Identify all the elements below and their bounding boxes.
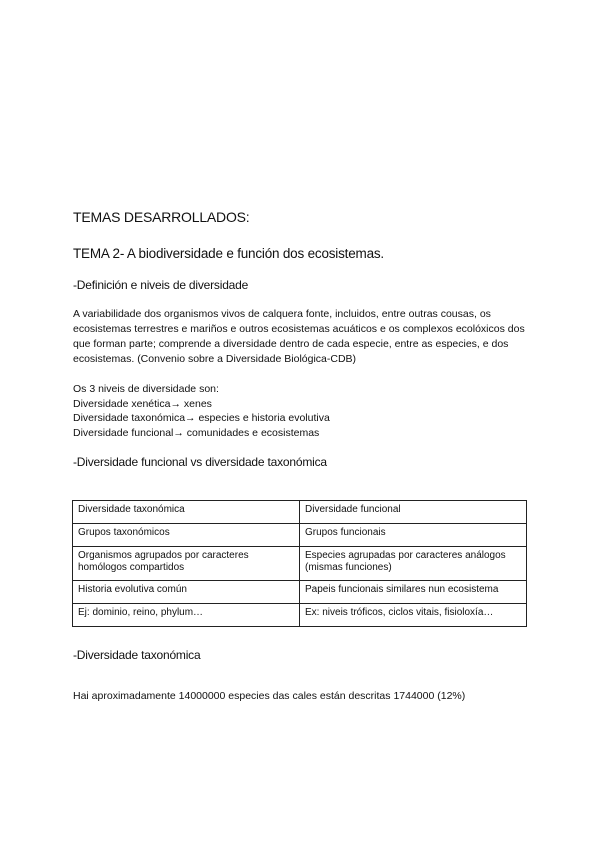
diversity-levels bbox=[73, 382, 330, 440]
section-title-taxonomic: -Diversidade taxonómica bbox=[73, 648, 201, 662]
level-item: Diversidade xenética→ xenes bbox=[73, 397, 212, 410]
section-title-definition: -Definición e niveis de diversidade bbox=[73, 278, 249, 292]
table-row bbox=[73, 604, 527, 627]
topic-title: TEMA 2- A biodiversidade e función dos ecosistemas. bbox=[73, 246, 384, 261]
table-cell: Ex: niveis tróficos, ciclos vitais, fisioloxía… bbox=[300, 604, 527, 627]
table-cell: Diversidade taxonómica bbox=[73, 501, 300, 524]
definition-text: A variabilidade dos organismos vivos de calquera fonte, incluidos, entre outras cousas, os ecosistemas terrestres e mariños e outros ecosistemas acuáticos e os complexos ecolóxicos dos que forman parte; comprende a diversidade dentro de cada especie, entre as especies, e dos ecosistemas. (Convenio sobre a Diversidade Biológica-CDB) bbox=[73, 308, 525, 365]
table-row bbox=[73, 547, 527, 581]
table-row bbox=[73, 581, 527, 604]
table-cell: Ej: dominio, reino, phylum… bbox=[73, 604, 300, 627]
table-row bbox=[73, 524, 527, 547]
species-count-text: Hai aproximadamente 14000000 especies das cales están descritas 1744000 (12%) bbox=[73, 690, 466, 702]
level-item: Diversidade funcional→ comunidades e ecosistemas bbox=[73, 426, 320, 439]
table-cell: Organismos agrupados por caracteres homólogos compartidos bbox=[73, 547, 300, 581]
table-cell: Diversidade funcional bbox=[300, 501, 527, 524]
definition-paragraph bbox=[73, 307, 528, 367]
section-title-comparison: -Diversidade funcional vs diversidade taxonómica bbox=[73, 455, 327, 469]
levels-intro: Os 3 niveis de diversidade son: bbox=[73, 383, 219, 395]
table-cell: Historia evolutiva común bbox=[73, 581, 300, 604]
table-cell: Especies agrupadas por caracteres análogos (mismas funciones) bbox=[300, 547, 527, 581]
comparison-table bbox=[72, 500, 527, 627]
table-cell: Papeis funcionais similares nun ecosistema bbox=[300, 581, 527, 604]
table-cell: Grupos funcionais bbox=[300, 524, 527, 547]
page-heading: TEMAS DESARROLLADOS: bbox=[73, 209, 250, 225]
table-cell: Grupos taxonómicos bbox=[73, 524, 300, 547]
level-item: Diversidade taxonómica→ especies e historia evolutiva bbox=[73, 412, 330, 424]
table-row bbox=[73, 501, 527, 524]
